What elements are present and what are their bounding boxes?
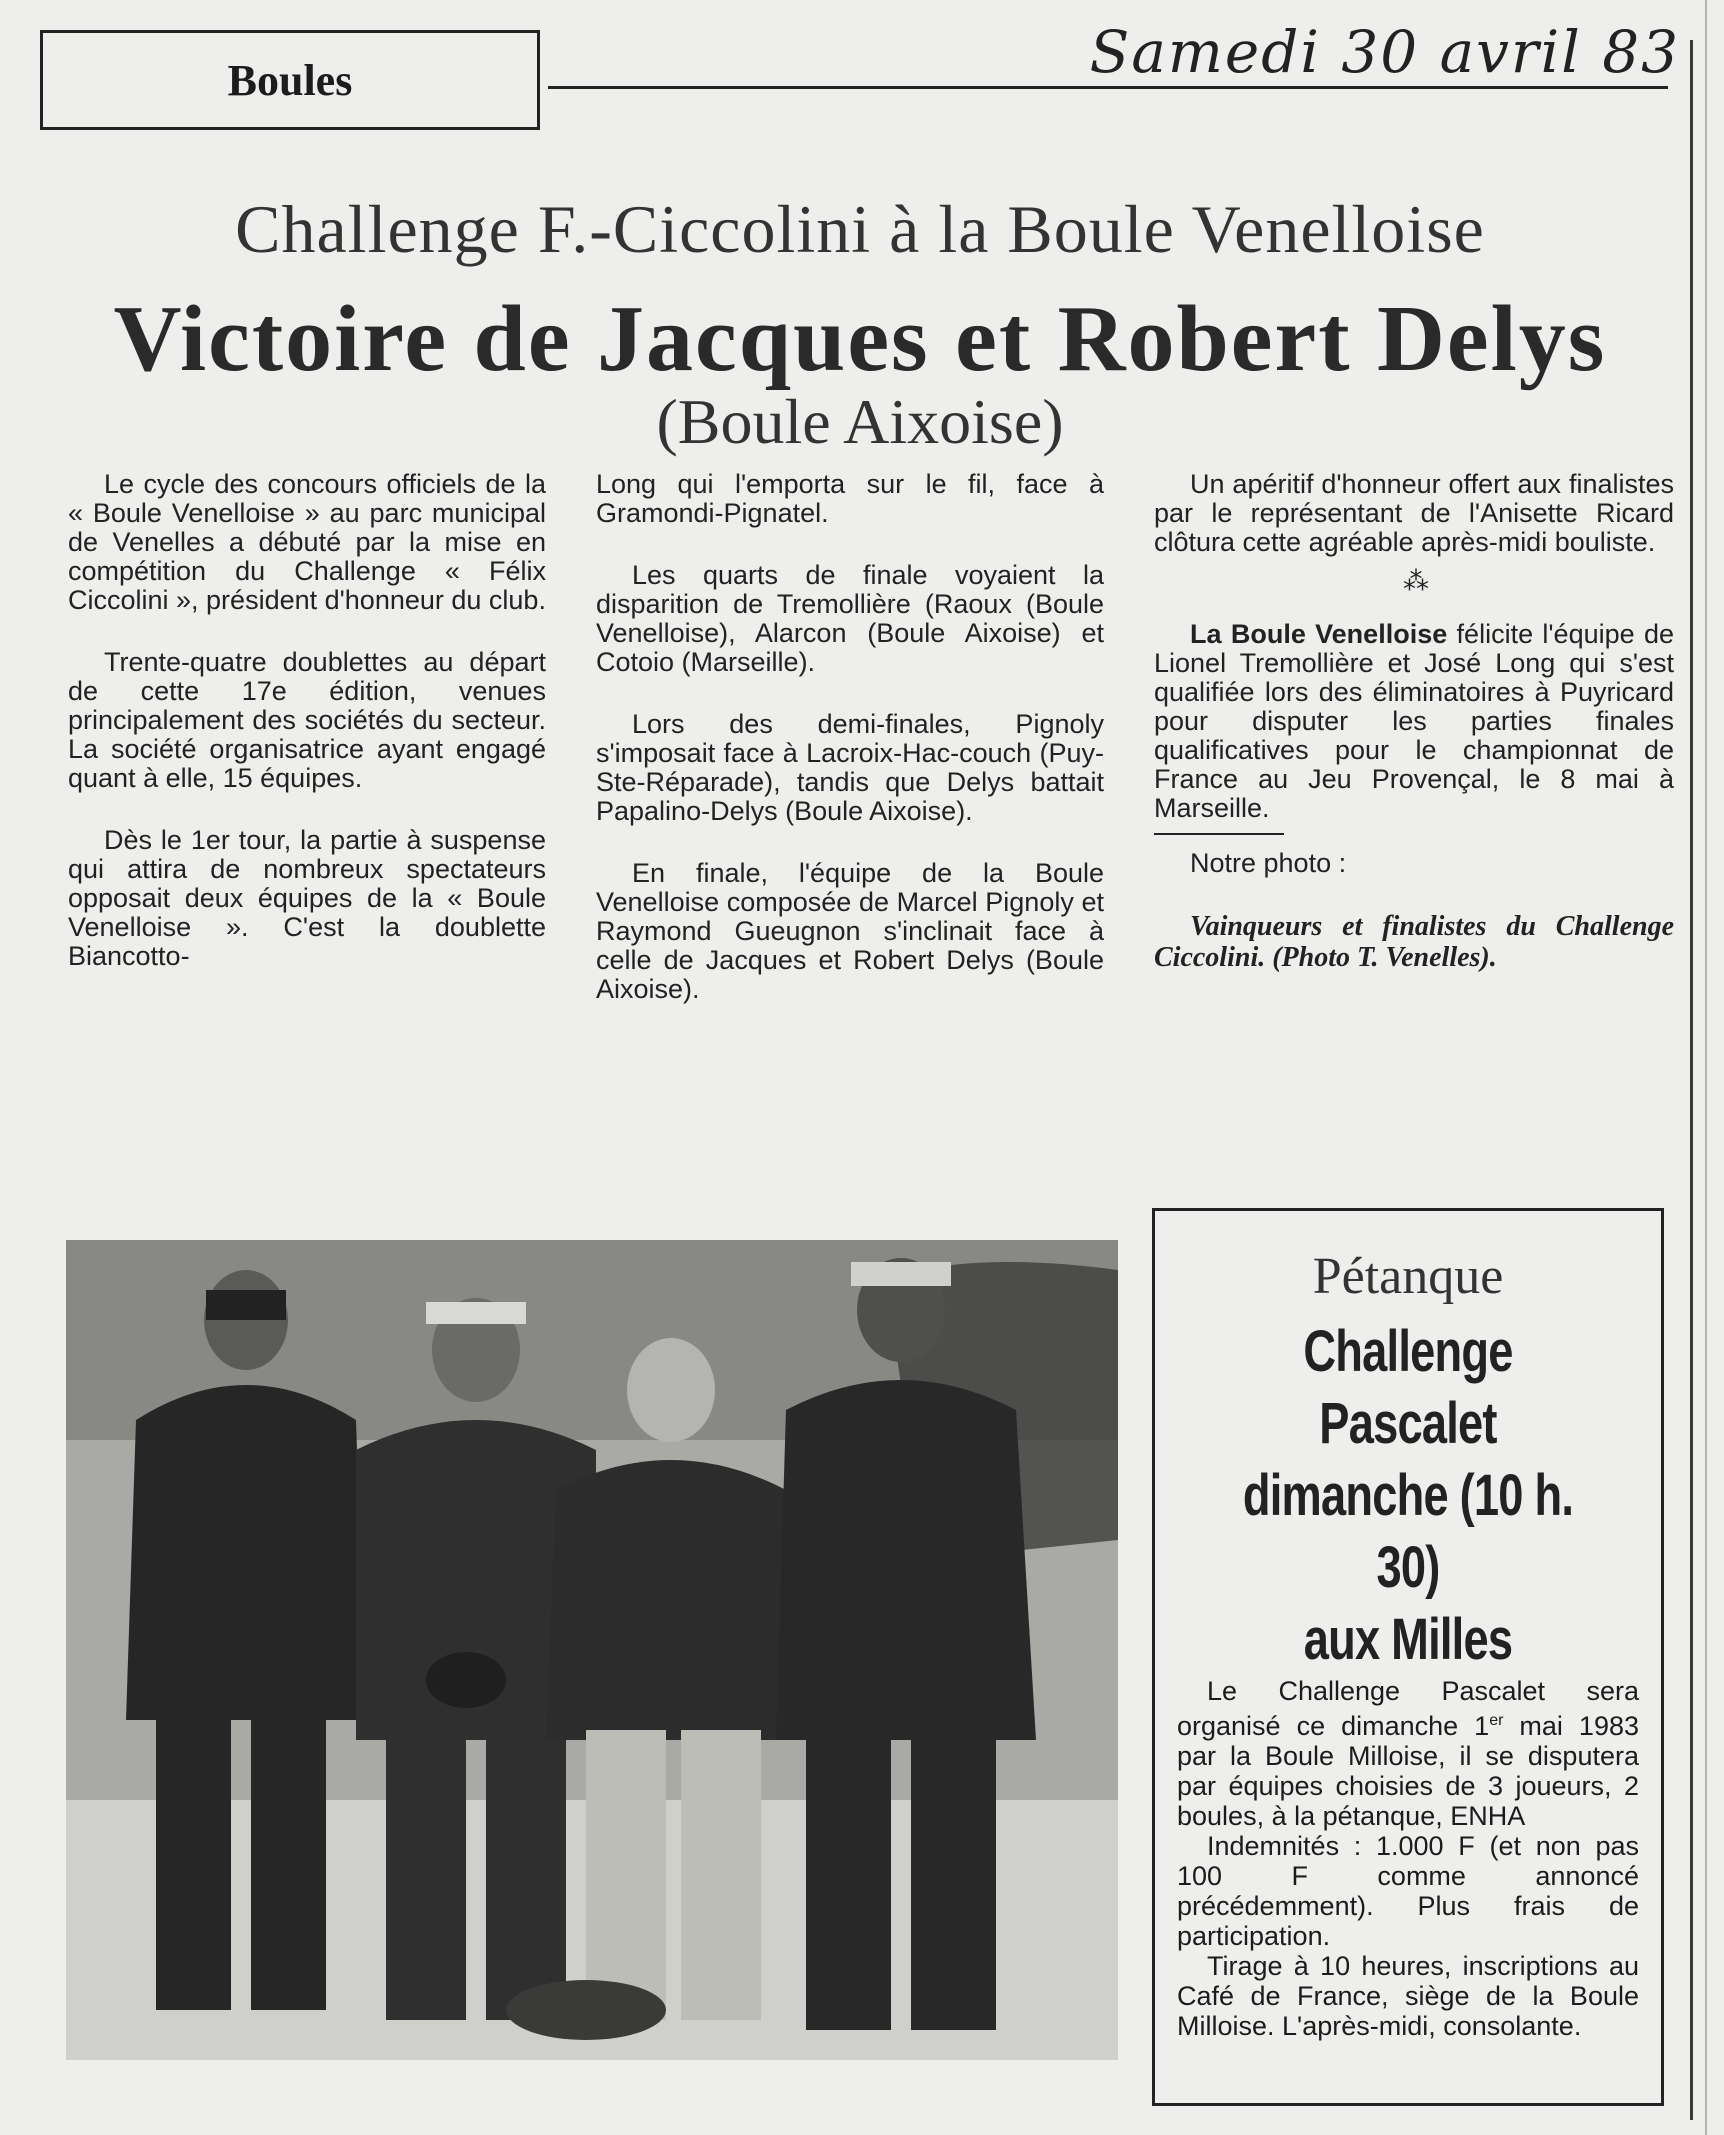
paragraph: Un apéritif d'honneur offert aux finalistes par le représentant de l'Anisette Ricard clôtura cette agréable après-midi bouliste. xyxy=(1154,469,1674,557)
paragraph: Indemnités : 1.000 F (et non pas 100 F comme annoncé précédemment). Plus frais de participation. xyxy=(1177,1831,1639,1951)
caption-divider xyxy=(1154,833,1284,835)
sidebar-title: Challenge Pascalet dimanche (10 h. 30) aux Milles xyxy=(1242,1319,1574,1672)
article-column-2 xyxy=(596,470,1104,1037)
paragraph: Le cycle des concours officiels de la « Boule Venelloise » au parc municipal de Venelles a débuté par la mise en compétition du Challenge « Félix Ciccolini », président d'honneur du club. xyxy=(68,469,546,615)
sidebar-body xyxy=(1177,1676,1639,2041)
paragraph: Tirage à 10 heures, inscriptions au Café de France, siège de la Boule Milloise. L'après-midi, consolante. xyxy=(1177,1951,1639,2041)
team-photo xyxy=(66,1240,1118,2060)
sidebar-kicker: Pétanque xyxy=(1312,1248,1504,1305)
photo-caption: Vainqueurs et finalistes du Challenge Ciccolini. (Photo T. Venelles). xyxy=(1154,911,1674,973)
paragraph: Dès le 1er tour, la partie à suspense qui attira de nombreux spectateurs opposait deux équipes de la « Boule Venelloise ». C'est la doublette Biancotto- xyxy=(68,825,546,971)
page-edge-rule xyxy=(1705,0,1707,2135)
petanque-sidebar-box xyxy=(1152,1208,1664,2106)
article-column-3 xyxy=(1154,470,1674,1006)
column-rule xyxy=(1690,40,1693,2120)
article-kicker: Challenge F.-Ciccolini à la Boule Venelloise xyxy=(235,191,1485,267)
ornament-icon: ⁂ xyxy=(1403,566,1425,596)
paragraph: Long qui l'emporta sur le fil, face à Gramondi-Pignatel. xyxy=(596,469,1104,528)
article-headline: Victoire de Jacques et Robert Delys xyxy=(113,287,1607,391)
article-subhead: (Boule Aixoise) xyxy=(656,386,1064,457)
section-label-box xyxy=(40,30,540,130)
dog-shape xyxy=(506,1980,666,2040)
paragraph: Lors des demi-finales, Pignoly s'imposait face à Lacroix-Hac-couch (Puy-Ste-Réparade), tandis que Delys battait Papalino-Delys (Boule Aixoise). xyxy=(596,709,1104,826)
section-label: Boules xyxy=(227,55,353,105)
photo-illustration xyxy=(66,1240,1118,2060)
caption-label: Notre photo : xyxy=(1190,848,1347,878)
date-underline xyxy=(548,86,1668,89)
club-name: La Boule Venelloise xyxy=(1190,619,1448,649)
paragraph: Trente-quatre doublettes au départ de cette 17e édition, venues principalement des sociétés du secteur. La société organisatrice ayant engagé quant à elle, 15 équipes. xyxy=(68,647,546,793)
handwritten-date: Samedi 30 avril 83 xyxy=(1089,18,1680,86)
paragraph: Les quarts de finale voyaient la disparition de Tremollière (Raoux (Boule Venelloise), Alarcon (Boule Aixoise) et Cotoio (Marseille). xyxy=(596,560,1104,677)
article-column-1 xyxy=(68,470,546,1004)
paragraph: En finale, l'équipe de la Boule Venelloise composée de Marcel Pignoly et Raymond Gueugnon s'inclinait face à celle de Jacques et Robert Delys (Boule Aixoise). xyxy=(596,858,1104,1004)
paragraph: La Boule Venelloise félicite l'équipe de Lionel Tremollière et José Long qui s'est qualifiée lors des éliminatoires à Puyricard pour disputer les parties finales qualificatives pour le championnat de France au Jeu Provençal, le 8 mai à Marseille. xyxy=(1154,619,1674,823)
paragraph: Le Challenge Pascalet sera organisé ce dimanche 1er mai 1983 par la Boule Milloise, il se disputera par équipes choisies de 3 joueurs, 2 boules, à la pétanque, ENHA xyxy=(1177,1676,1639,1831)
